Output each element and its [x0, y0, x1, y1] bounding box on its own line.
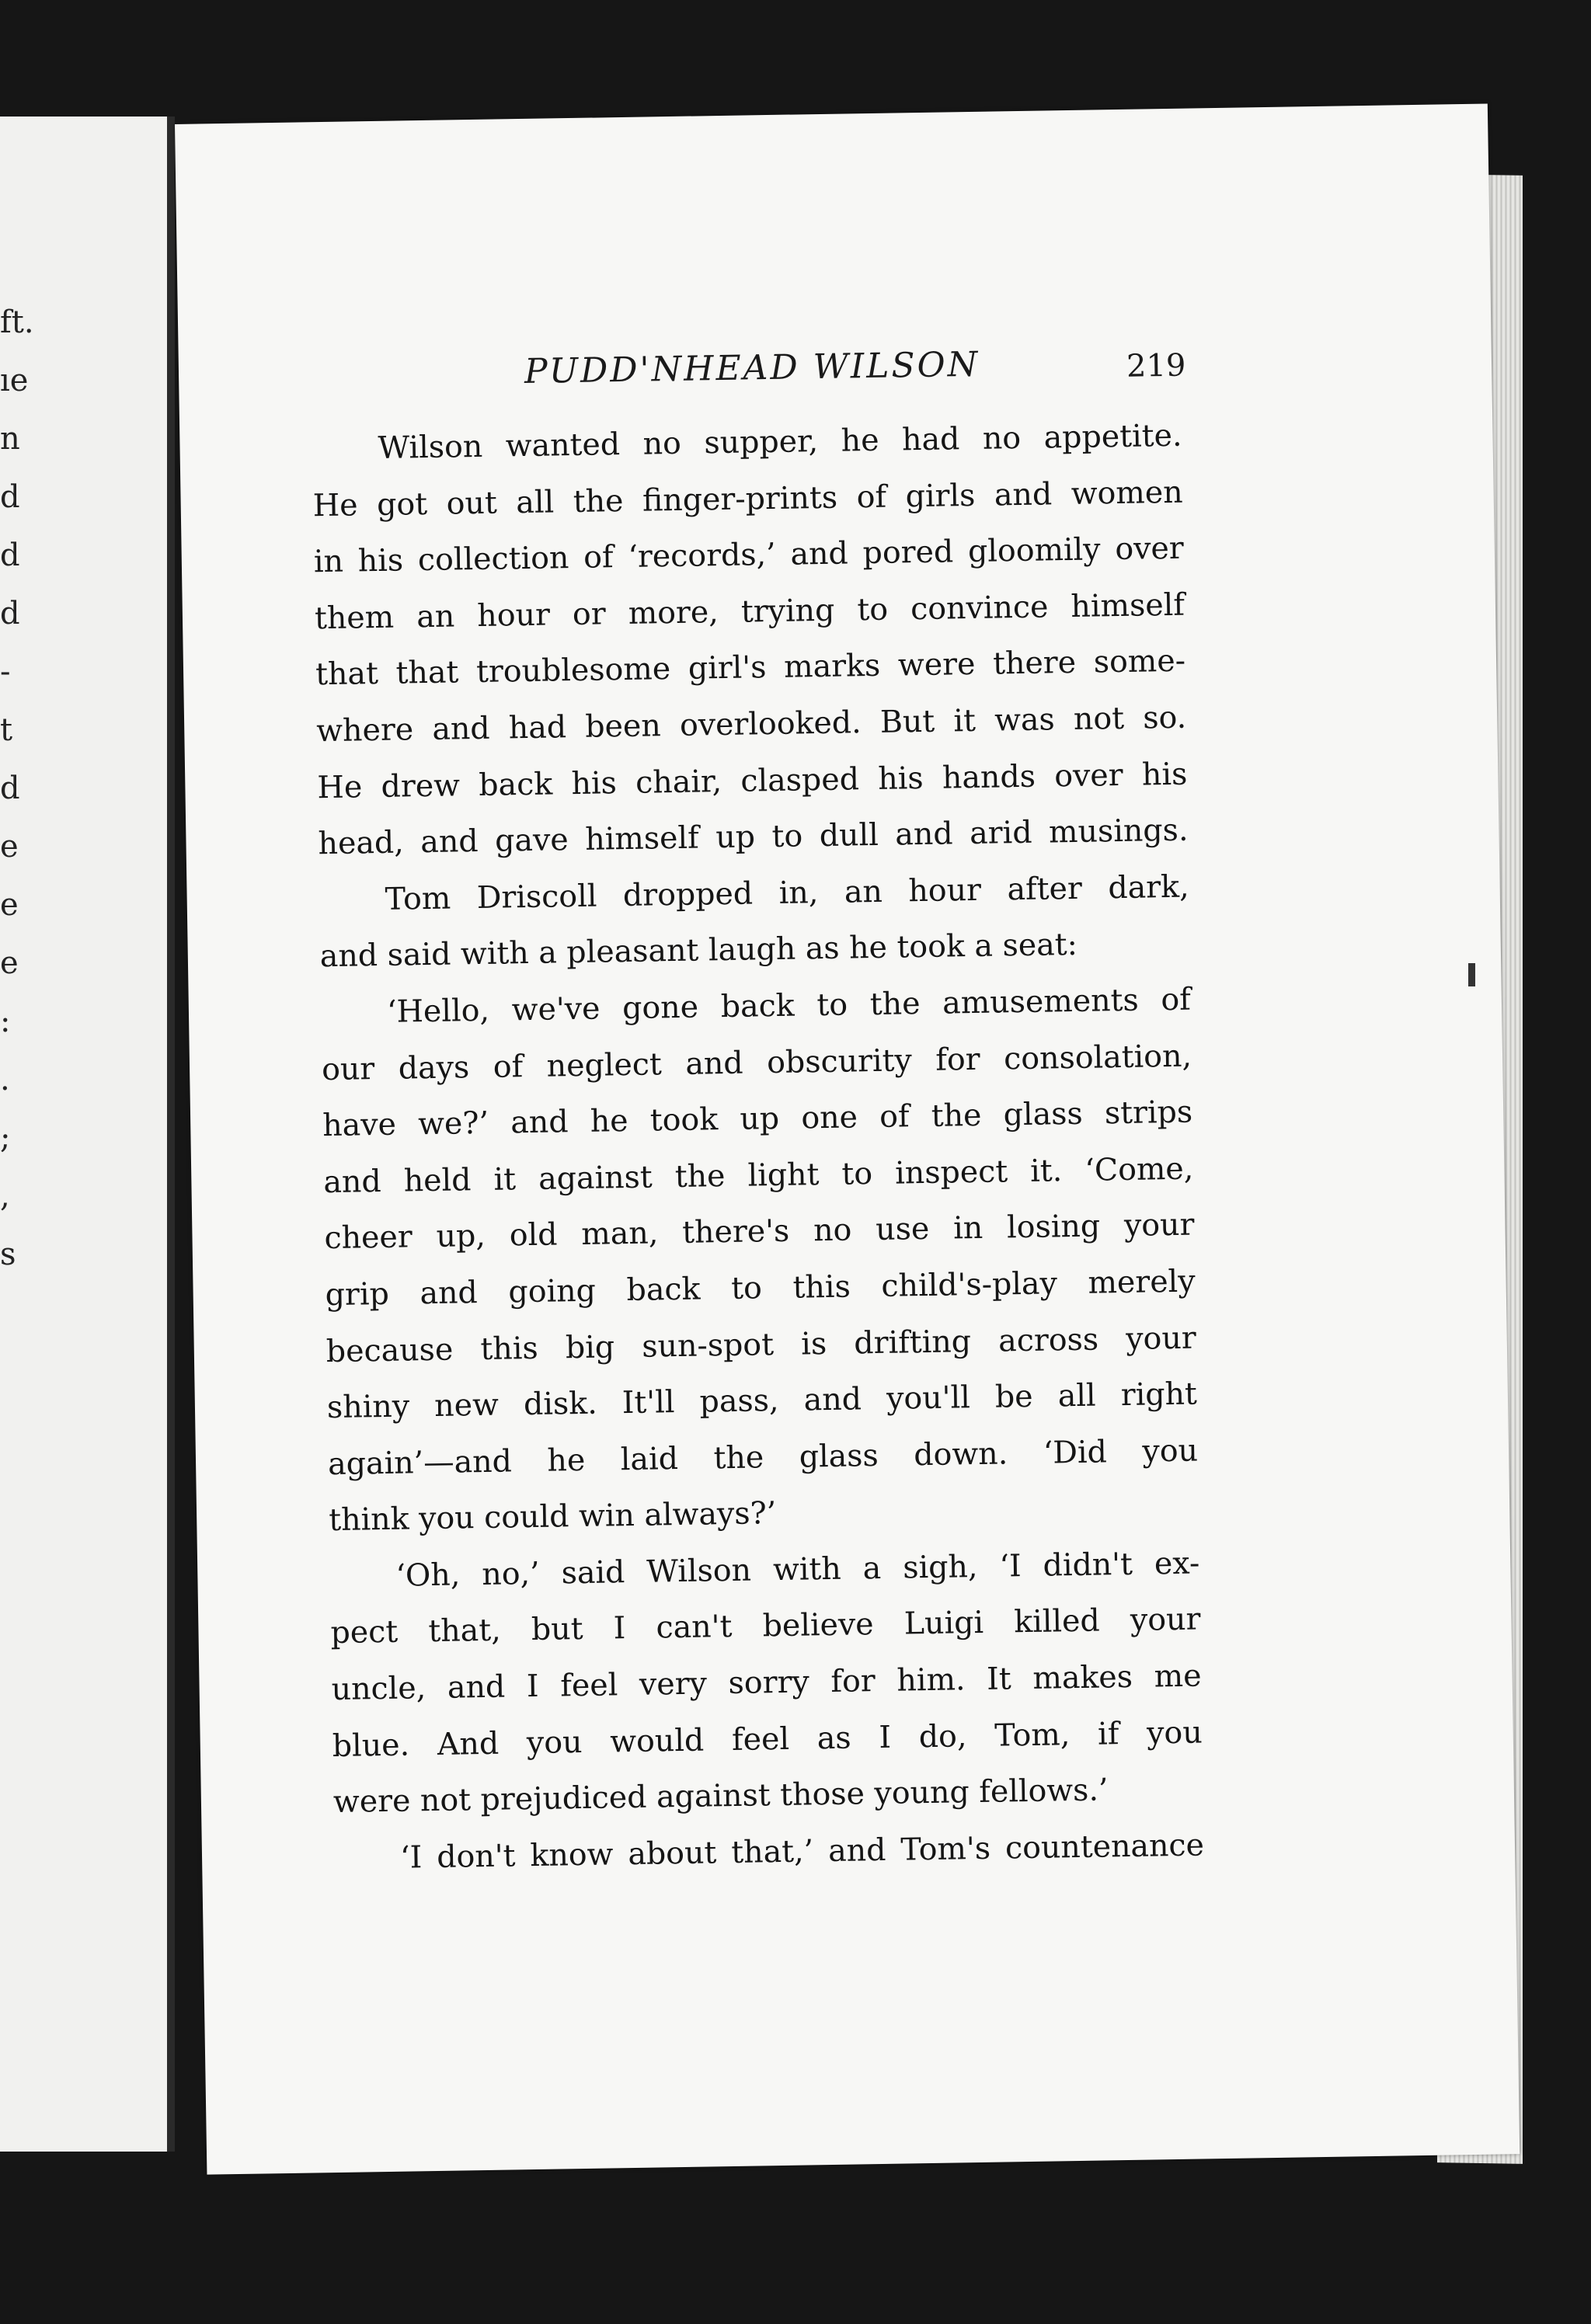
edge-fragment: s: [0, 1239, 16, 1270]
edge-fragment: .: [0, 1064, 10, 1095]
edge-fragment: ;: [0, 1122, 11, 1153]
text-line: where and had been overlooked. But it was not so.: [315, 699, 1187, 750]
text-line: ‘Oh, no,’ said Wilson with a sigh, ‘I didn't ex-: [395, 1545, 1200, 1594]
edge-fragment: e: [0, 831, 19, 862]
text-line: in his collection of ‘records,’ and pored gloomily over: [313, 530, 1185, 580]
body-text: [312, 408, 1205, 1887]
text-line: head, and gave himself up to dull and arid musings.: [318, 812, 1189, 862]
text-line: ‘Hello, we've gone back to the amusements of: [386, 981, 1192, 1030]
text-line: shiny new disk. It'll pass, and you'll be all right: [326, 1376, 1198, 1426]
edge-fragment: ft.: [0, 307, 34, 338]
edge-fragment: d: [0, 598, 20, 629]
edge-fragment: :: [0, 1006, 11, 1037]
text-line: that that troublesome girl's marks were there some-: [315, 643, 1186, 693]
text-line: our days of neglect and obscurity for consolation,: [321, 1038, 1192, 1087]
edge-fragment: e: [0, 948, 19, 979]
edge-fragment: d: [0, 773, 20, 804]
edge-fragment: d: [0, 482, 20, 513]
edge-fragment: ,: [0, 1181, 10, 1212]
text-line: and held it against the light to inspect it. ‘Come,: [323, 1150, 1194, 1200]
edge-fragment: n: [0, 423, 20, 454]
text-line: Tom Driscoll dropped in, an hour after dark,: [385, 868, 1189, 917]
text-line: grip and going back to this child's-play merely: [325, 1263, 1196, 1313]
text-line: because this big sun-spot is drifting across your: [326, 1320, 1197, 1369]
text-line: He got out all the finger-prints of girls and women: [312, 474, 1183, 524]
text-line: and said with a pleasant laugh as he took a seat:: [319, 927, 1078, 975]
text-line: Wilson wanted no supper, he had no appetite.: [378, 417, 1182, 466]
previous-page-edge: [0, 117, 175, 2152]
edge-fragment: e: [0, 889, 19, 920]
page-number: 219: [1126, 347, 1186, 384]
book-page: [175, 103, 1520, 2174]
text-line: uncle, and I feel very sorry for him. It makes me: [331, 1658, 1202, 1708]
text-line: think you could win always?’: [328, 1495, 777, 1539]
text-line: He drew back his chair, clasped his hands over his: [317, 756, 1188, 805]
text-line: were not prejudiced against those young fellows.’: [332, 1772, 1109, 1821]
running-head-title: PUDD'NHEAD WILSON: [524, 344, 980, 391]
edge-fragment: -: [0, 656, 11, 687]
text-line: have we?’ and he took up one of the glass strips: [322, 1094, 1193, 1144]
edge-fragment: d: [0, 540, 20, 571]
edge-fragment: ıe: [0, 365, 29, 396]
edge-fragment: t: [0, 715, 13, 746]
text-line: pect that, but I can't believe Luigi killed your: [330, 1601, 1201, 1651]
text-line: again’—and he laid the glass down. ‘Did you: [327, 1432, 1199, 1482]
running-head: [179, 336, 1492, 404]
text-line: blue. And you would feel as I do, Tom, if you: [332, 1714, 1203, 1764]
text-line: them an hour or more, trying to convince himself: [314, 586, 1185, 637]
text-line: cheer up, old man, there's no use in losing your: [324, 1206, 1195, 1257]
page-mark: [1468, 963, 1475, 986]
text-line: ‘I don't know about that,’ and Tom's countenance: [399, 1827, 1205, 1876]
